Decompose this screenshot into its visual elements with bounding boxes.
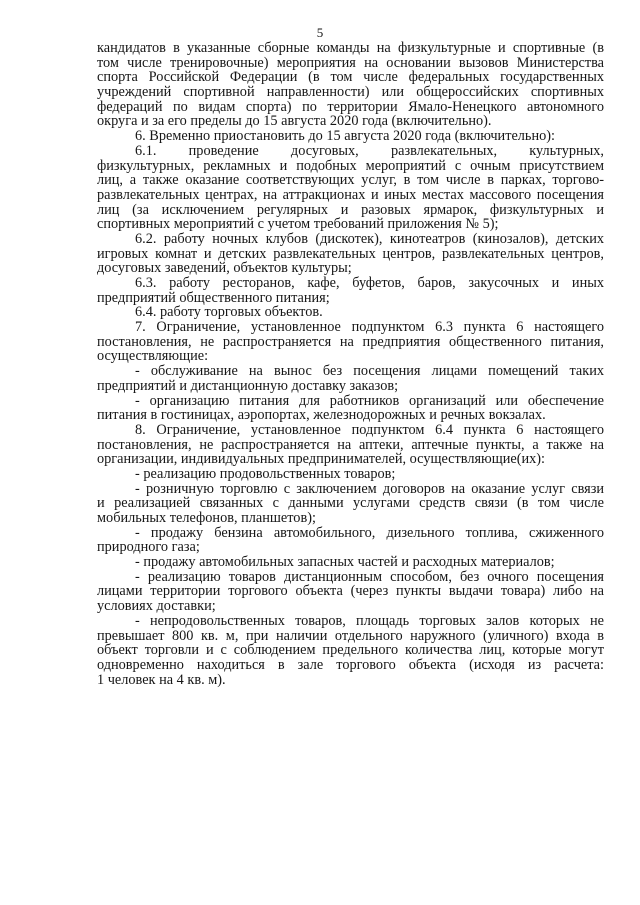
text-line: федераций по видам спорта) по территории Ямало-Ненецкого автономного [97,98,604,115]
text-line: и реализацией связанных с данными услугами средств связи (в том числе [97,495,604,512]
text-line: объект торговли и с соблюдением предельного количества лиц, которые могут [97,642,604,659]
paragraph-7 [97,320,604,364]
text-line: лиц (за исключением регулярных и разовых ярмарок, физкультурных и [97,201,604,218]
text-line: том числе тренировочные) мероприятия на основании вызовов Министерства [97,54,604,71]
text-line: игровых комнат и детских развлекательных центров, развлекательных центров, [97,245,604,262]
text-line: досуговых заведений, объектов культуры; [97,260,352,277]
text-line: кандидатов в указанные сборные команды на физкультурные и спортивные (в [97,40,604,56]
paragraph-6-4 [97,305,604,320]
paragraph-8 [97,423,604,467]
text-line: лиц, а также оказание соответствующих услуг, в том числе в парках, торгово- [97,172,604,189]
text-line: 6.2. работу ночных клубов (дискотек), кинотеатров (кинозалов), детских [135,230,604,247]
paragraph-6 [97,129,604,144]
text-line: - реализацию товаров дистанционным способом, без очного посещения [135,568,604,585]
text-line: - продажу бензина автомобильного, дизельного топлива, сжиженного [135,524,604,541]
list-item-remote-sales [97,570,604,614]
text-line: предприятий общественного питания; [97,289,330,306]
page-number: 5 [316,25,324,40]
text-line: округа и за его пределы до 15 августа 2020 года (включительно). [97,113,492,130]
text-line: постановления, не распространяется на предприятия общественного питания, [97,333,604,350]
text-line: 6.4. работу торговых объектов. [135,304,323,321]
text-line: превышает 800 кв. м, при наличии отдельного наружного (уличного) входа в [97,627,604,644]
text-line: питания в гостиницах, аэропортах, железнодорожных и речных вокзалах. [97,407,546,424]
text-line: - продажу автомобильных запасных частей и расходных материалов; [135,554,555,571]
text-line: - организацию питания для работников организаций или обеспечение [135,392,604,409]
text-line: лицами территории торгового объекта (через пункты выдачи товара) либо на [97,583,604,600]
text-line: осуществляющие: [97,348,209,365]
text-line: организации, индивидуальных предпринимателей, осуществляющие(их): [97,451,546,468]
list-item-fuel-sales [97,526,604,555]
text-line: мобильных телефонов, планшетов); [97,510,316,526]
text-line: 1 человек на 4 кв. м). [97,671,226,688]
list-item-food-products [97,467,604,482]
text-line: 6.3. работу ресторанов, кафе, буфетов, баров, закусочных и иных [135,275,604,291]
text-line: физкультурных, рекламных и подобных мероприятий с очным присутствием [97,157,604,174]
text-line: спортивных мероприятий с учетом требований приложения № 5); [97,216,499,233]
text-line: предприятий и дистанционную доставку заказов; [97,377,399,394]
text-line: - обслуживание на вынос без посещения лицами помещений таких [135,363,604,380]
document-body [97,41,604,687]
paragraph-continuation [97,41,604,129]
paragraph-6-2 [97,232,604,276]
text-line: 8. Ограничение, установленное подпунктом 6.4 пункта 6 настоящего [135,421,604,438]
list-item-non-food-stores [97,614,604,687]
text-line: учреждений спортивной направленности) или общероссийских спортивных [97,84,604,101]
text-line: - розничную торговлю с заключением договоров на оказание услуг связи [135,480,604,497]
text-line: условиях доставки; [97,598,216,615]
text-line: 6. Временно приостановить до 15 августа 2020 года (включительно): [135,128,555,145]
text-line: постановления, не распространяется на аптеки, аптечные пункты, а также на [97,436,604,453]
list-item-takeaway-service [97,364,604,393]
text-line: 6.1. проведение досуговых, развлекательных, культурных, [135,142,604,159]
text-line: - реализацию продовольственных товаров; [135,465,396,482]
text-line: одновременно находиться в зале торгового объекта (исходя из расчета: [97,656,604,673]
list-item-auto-parts [97,555,604,570]
text-line: природного газа; [97,539,200,556]
text-line: спорта Российской Федерации (в том числе федеральных государственных [97,69,604,86]
paragraph-6-1 [97,144,604,232]
text-line: - непродовольственных товаров, площадь торговых залов которых не [135,612,604,629]
text-line: развлекательных центрах, на аттракционах и иных местах массового посещения [97,186,604,203]
text-line: 7. Ограничение, установленное подпунктом 6.3 пункта 6 настоящего [135,319,604,336]
paragraph-6-3 [97,276,604,305]
list-item-telecom-retail [97,482,604,526]
list-item-staff-catering [97,394,604,423]
